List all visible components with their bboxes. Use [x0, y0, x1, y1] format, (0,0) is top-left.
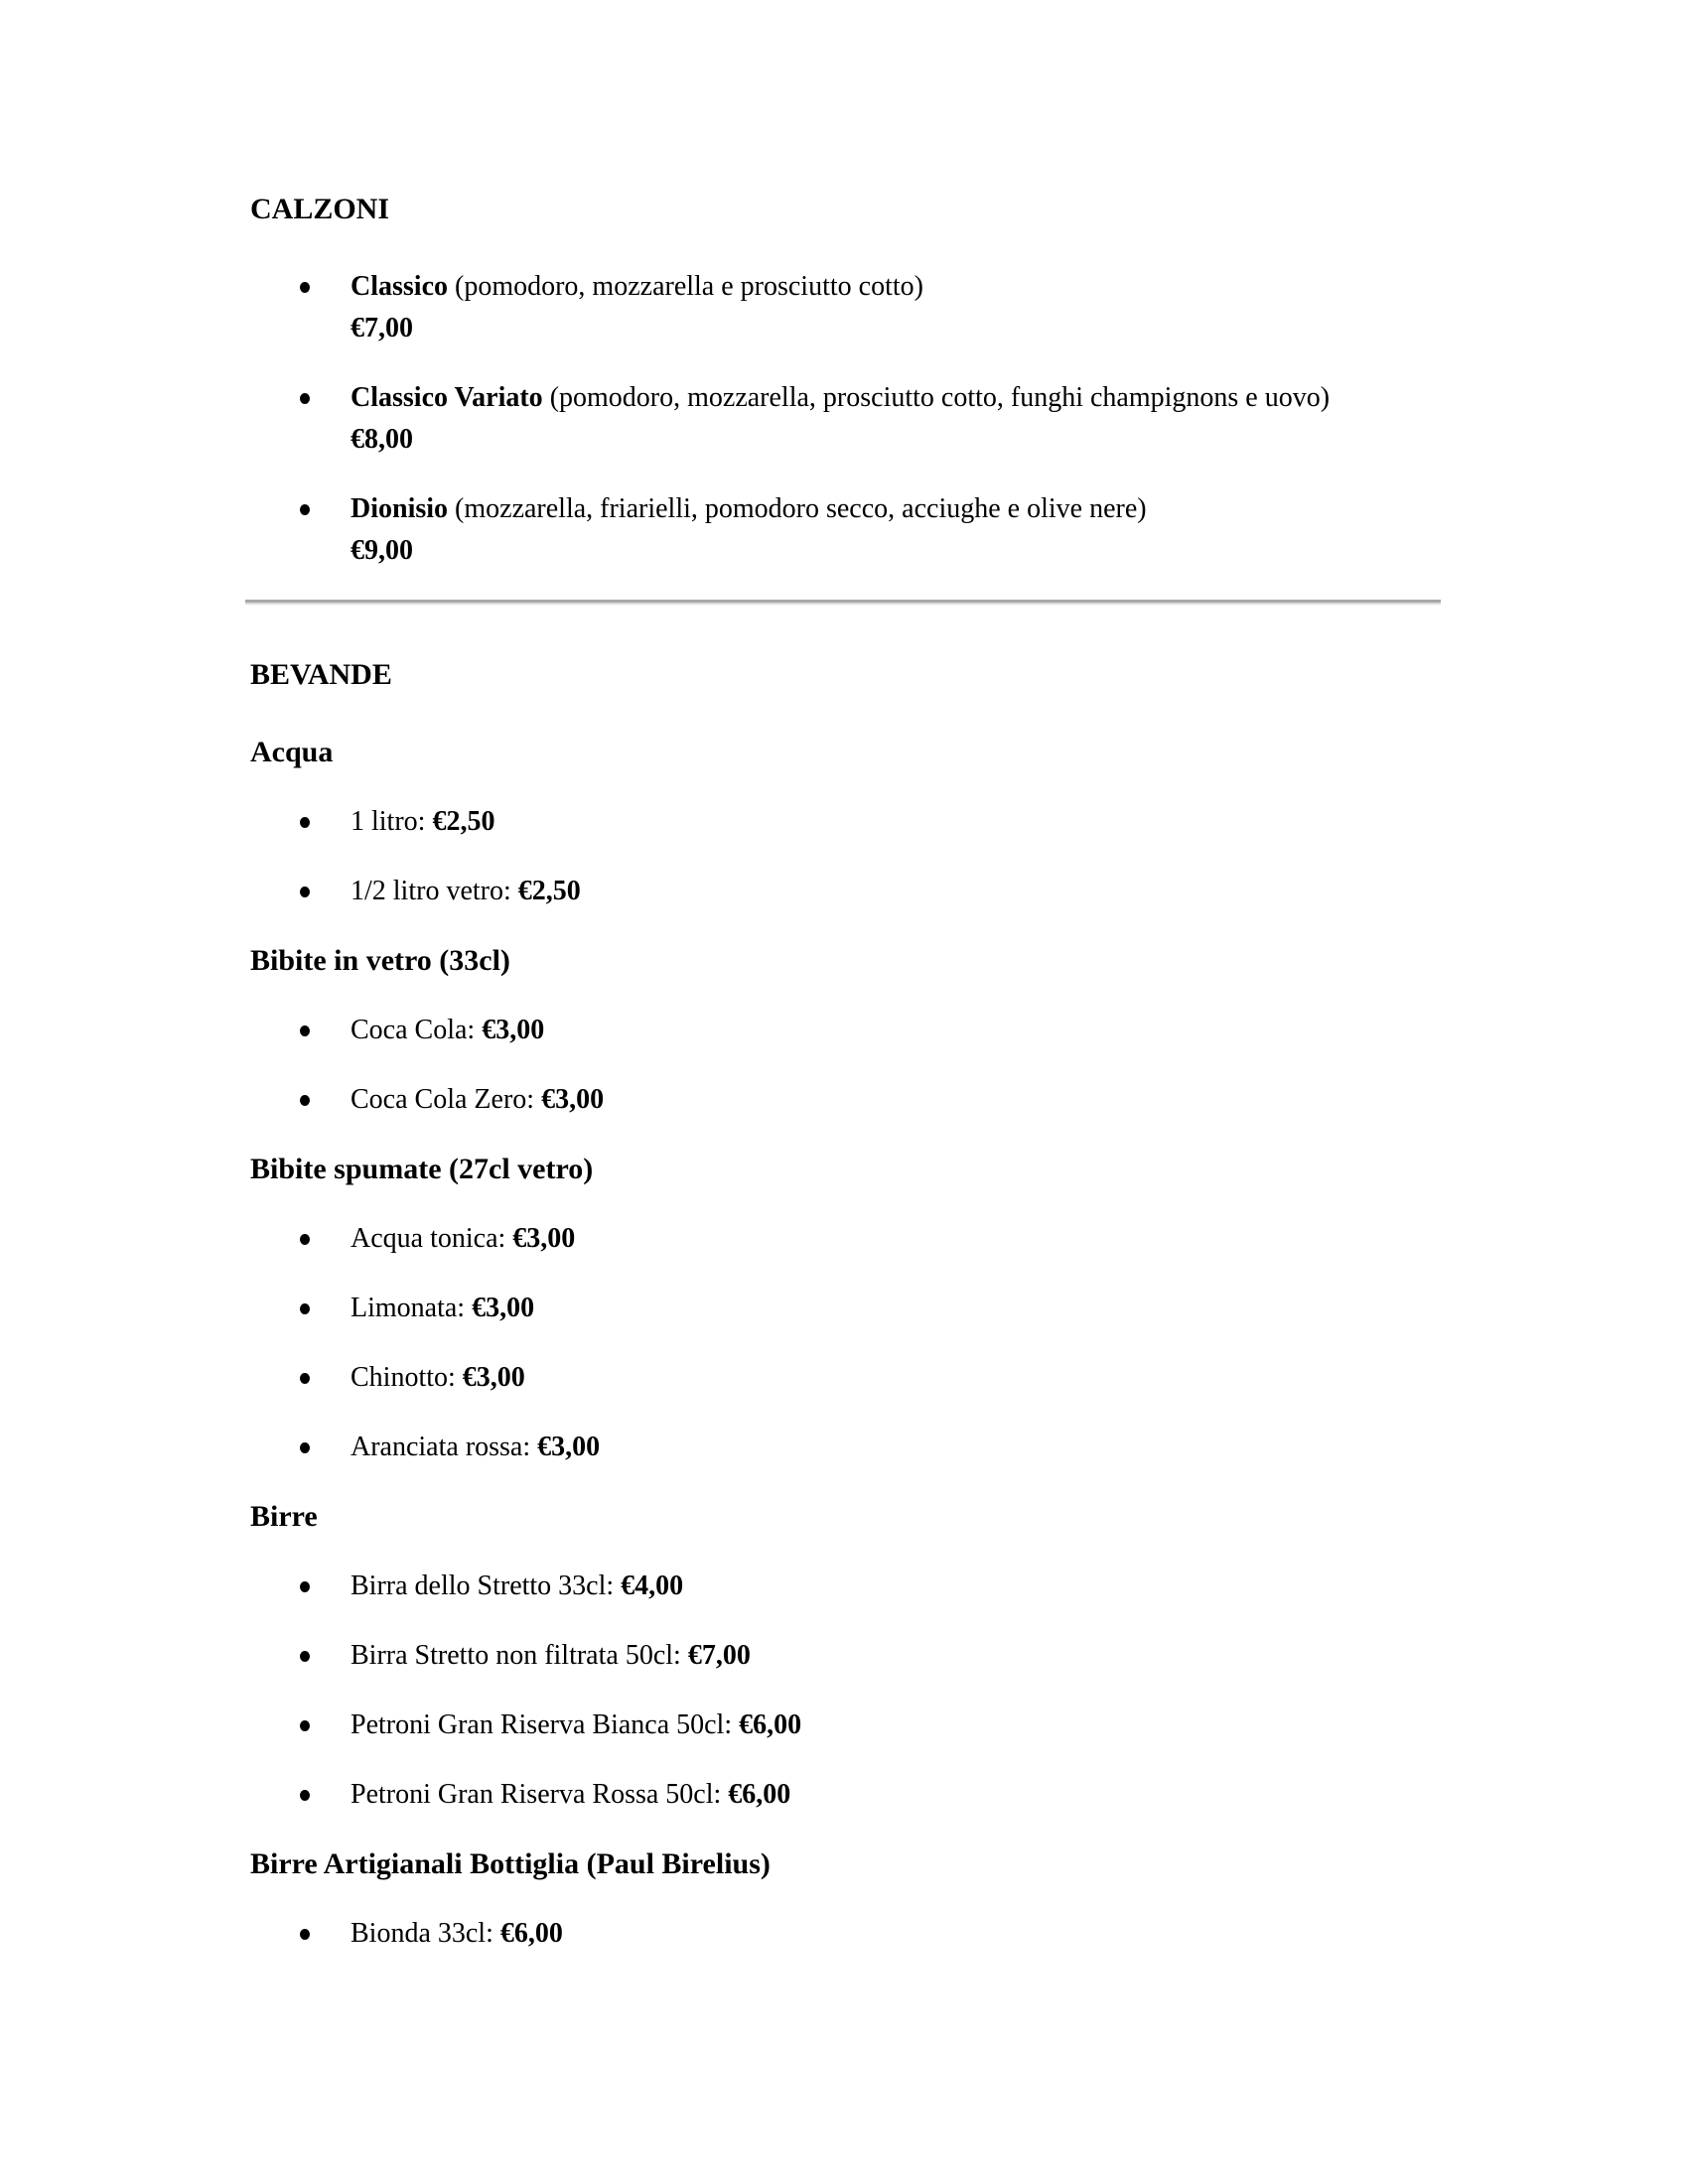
bullet-icon [300, 1095, 310, 1106]
menu-item [351, 1427, 1442, 1468]
subsection-title-birre: Birre [250, 1500, 318, 1533]
menu-item [351, 1079, 1442, 1121]
dish-price: €7,00 [351, 313, 413, 343]
bullet-icon [300, 887, 310, 897]
bullet-icon [300, 1442, 310, 1453]
drink-label: Aranciata rossa: [351, 1432, 531, 1462]
bullet-icon [300, 1790, 310, 1801]
bibite-spumate-list [250, 1218, 1442, 1468]
drink-price: €6,00 [739, 1709, 802, 1740]
drink-price: €3,00 [537, 1432, 601, 1462]
drink-label: 1 litro: [351, 806, 426, 837]
drink-label: Chinotto: [351, 1362, 456, 1393]
menu-document [250, 189, 1442, 1982]
subsection-title-birre-artigianali: Birre Artigianali Bottiglia (Paul Birelius) [250, 1847, 771, 1880]
subsection-title-bibite-vetro: Bibite in vetro (33cl) [250, 944, 510, 977]
bullet-icon [300, 1234, 310, 1245]
drink-price: €3,00 [541, 1084, 605, 1115]
bullet-icon [300, 282, 310, 293]
menu-item [351, 1218, 1442, 1260]
menu-item [351, 871, 1442, 912]
menu-item [351, 1288, 1442, 1329]
bullet-icon [300, 1373, 310, 1384]
subsection-title-bibite-spumate: Bibite spumate (27cl vetro) [250, 1153, 594, 1185]
drink-price: €6,00 [728, 1779, 791, 1810]
dish-name: Classico Variato [351, 382, 543, 413]
section-bevande [250, 654, 1442, 1955]
bullet-icon [300, 1025, 310, 1036]
menu-item [351, 1566, 1442, 1607]
section-title-bevande: BEVANDE [250, 658, 392, 691]
menu-item [351, 488, 1442, 572]
drink-label: Coca Cola: [351, 1015, 476, 1045]
menu-item [351, 377, 1442, 461]
birre-artigianali-list [250, 1913, 1442, 1955]
bullet-icon [300, 1303, 310, 1314]
menu-item [351, 1774, 1442, 1816]
drink-label: Coca Cola Zero: [351, 1084, 535, 1115]
drink-label: 1/2 litro vetro: [351, 876, 511, 906]
dish-description: (mozzarella, friarielli, pomodoro secco, acciughe e olive nere) [455, 493, 1147, 524]
menu-item [351, 266, 1442, 349]
dish-name: Classico [351, 271, 448, 302]
menu-item [351, 1705, 1442, 1746]
drink-label: Petroni Gran Riserva Rossa 50cl: [351, 1779, 722, 1810]
dish-price: €9,00 [351, 535, 413, 566]
drink-label: Acqua tonica: [351, 1223, 506, 1254]
menu-item [351, 801, 1442, 843]
bullet-icon [300, 1651, 310, 1662]
dish-line [351, 377, 1442, 419]
bullet-icon [300, 1581, 310, 1592]
drink-price: €7,00 [687, 1640, 751, 1671]
dish-line [351, 266, 1442, 308]
bullet-icon [300, 1929, 310, 1940]
subsection-title-acqua: Acqua [250, 736, 334, 768]
acqua-list [250, 801, 1442, 912]
dish-description: (pomodoro, mozzarella e prosciutto cotto) [455, 271, 923, 302]
menu-item [351, 1010, 1442, 1051]
drink-label: Birra dello Stretto 33cl: [351, 1570, 615, 1601]
calzoni-list [250, 266, 1442, 572]
drink-price: €3,00 [462, 1362, 525, 1393]
dish-description: (pomodoro, mozzarella, prosciutto cotto, funghi champignons e uovo) [549, 382, 1331, 413]
bibite-vetro-list [250, 1010, 1442, 1121]
bullet-icon [300, 817, 310, 828]
drink-label: Petroni Gran Riserva Bianca 50cl: [351, 1709, 733, 1740]
section-divider [245, 600, 1441, 605]
drink-label: Bionda 33cl: [351, 1918, 493, 1949]
menu-item [351, 1357, 1442, 1399]
dish-name: Dionisio [351, 493, 449, 524]
drink-label: Birra Stretto non filtrata 50cl: [351, 1640, 681, 1671]
drink-price: €6,00 [499, 1918, 563, 1949]
bullet-icon [300, 504, 310, 515]
drink-price: €4,00 [621, 1570, 684, 1601]
menu-item [351, 1913, 1442, 1955]
section-title-calzoni: CALZONI [250, 193, 390, 225]
dish-price: €8,00 [351, 424, 413, 455]
dish-line [351, 488, 1442, 530]
bullet-icon [300, 1720, 310, 1731]
birre-list [250, 1566, 1442, 1816]
drink-price: €2,50 [432, 806, 495, 837]
menu-item [351, 1635, 1442, 1677]
drink-price: €3,00 [512, 1223, 576, 1254]
drink-price: €3,00 [482, 1015, 545, 1045]
drink-price: €2,50 [517, 876, 581, 906]
drink-label: Limonata: [351, 1293, 466, 1323]
drink-price: €3,00 [472, 1293, 535, 1323]
bullet-icon [300, 393, 310, 404]
section-calzoni [250, 189, 1442, 572]
